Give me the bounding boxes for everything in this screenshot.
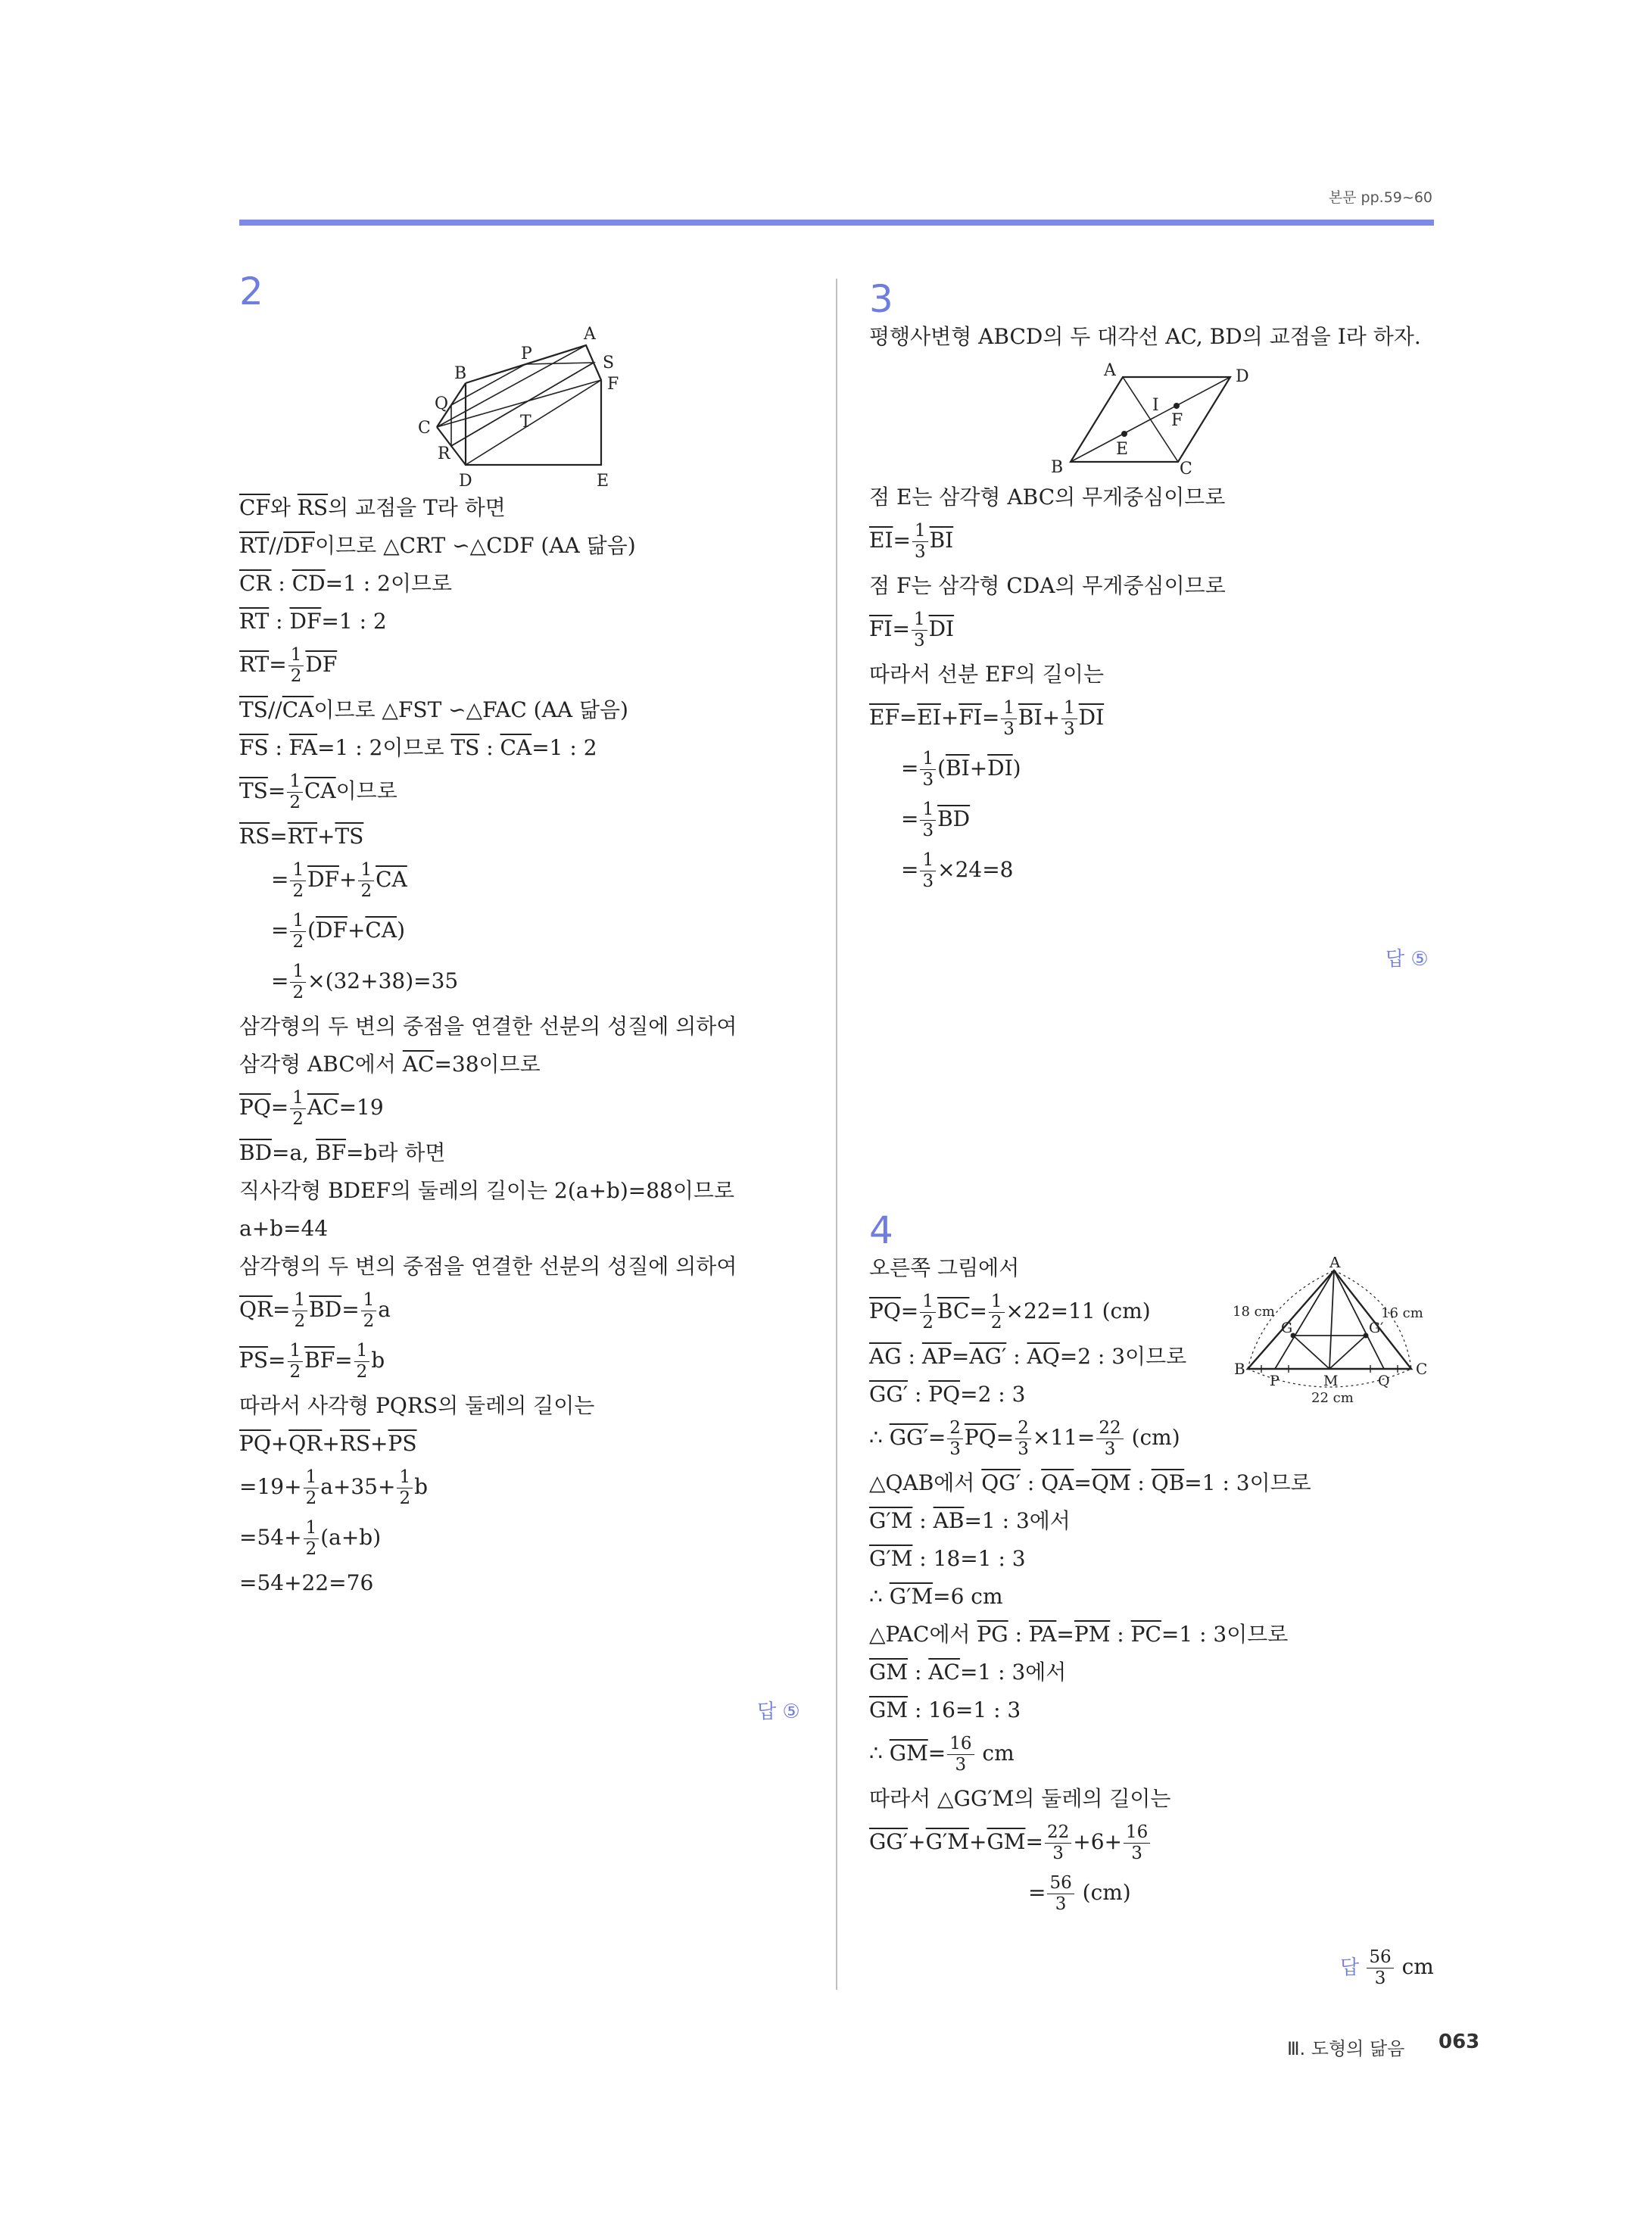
fig-label-C: C: [1416, 1360, 1428, 1378]
point-F: [1174, 403, 1180, 409]
page-number: 063: [1438, 2031, 1480, 2053]
solution-line: $\overline{TS}=$ $\frac{1}{2}$ $\overline{CA}$이므로: [239, 771, 397, 812]
solution-line: $\overline{FI}=$ $\frac{1}{3}$ $\overline{DI}$: [869, 609, 955, 650]
solution-line: $\overline{TS}//\overline{CA}$이므로 △FST ∽△FAC (AA 닮음): [239, 697, 628, 722]
solution-line: a+b=44: [239, 1216, 329, 1241]
solution-line: GG′ : $\overline{PQ}=2$ : 3: [869, 1382, 1026, 1407]
solution-line: = $\frac{56}{3}$ (cm): [1028, 1873, 1131, 1914]
solution-line: 평행사변형 ABCD의 두 대각선 AC, BD의 교점을 I라 하자.: [869, 324, 1421, 349]
fig-label-E: E: [597, 472, 609, 491]
solution-line: $\overline{PQ}=$ $\frac{1}{2}$ $\overline{AC}=19$: [239, 1088, 384, 1129]
problem-3: [869, 277, 1445, 902]
fig-label-B: B: [1051, 458, 1064, 475]
header-bar: [239, 220, 1434, 226]
problem-2: [239, 270, 800, 1608]
solution-line: $\overline{GM}$ : 16=1 : 3: [869, 1697, 1021, 1722]
fig-label-E: E: [1116, 440, 1129, 459]
solution-line: G′M : 18=1 : 3: [869, 1546, 1026, 1571]
solution-line: 오른쪽 그림에서: [869, 1255, 1020, 1280]
triangle-figure: [1227, 1257, 1438, 1408]
solution-line: $\overline{EF}=\overline{EI}+\overline{FI}=$ $\frac{1}{3}$ $\overline{BI}+$ $\frac{1}{3}$ $\overline{DI}$: [869, 698, 1105, 739]
fig-label-right-length: 16 cm: [1381, 1305, 1423, 1321]
solution-line: $\overline{RT}$ : $\overline{DF}=1$ : 2: [239, 609, 387, 634]
quadrilateral-figure: [239, 316, 800, 491]
footer-chapter: Ⅲ. 도형의 닮음: [1287, 2038, 1405, 2059]
solution-line: $\overline{QR}=$ $\frac{1}{2}$ $\overline{BD}=$ $\frac{1}{2}$ a: [239, 1290, 391, 1331]
fig-label-B: B: [454, 364, 467, 383]
problem-number: 4: [869, 1208, 893, 1252]
fig-label-F: F: [1171, 411, 1183, 430]
fig-label-T: T: [520, 413, 531, 432]
solution-line: ∴ GG′= $\frac{2}{3}$ $\overline{PQ}=$ $\frac{2}{3}$ ×11= $\frac{22}{3}$ (cm): [869, 1418, 1180, 1459]
solution-line: = $\frac{1}{2}$ ×(32+38)=35: [271, 962, 459, 1002]
solution-line: 점 F는 삼각형 CDA의 무게중심이므로: [869, 573, 1226, 598]
fig-label-Q: Q: [435, 394, 449, 413]
solution-line: 삼각형의 두 변의 중점을 연결한 선분의 성질에 의하여: [239, 1014, 737, 1039]
solution-line: $\overline{CR}$ : $\overline{CD}=1$ : 2이므로: [239, 571, 453, 596]
fig-label-D: D: [1236, 367, 1249, 386]
point-G-prime: [1364, 1333, 1369, 1339]
solution-line: $\overline{PS}=$ $\frac{1}{2}$ $\overline{BF}=$ $\frac{1}{2}$ b: [239, 1341, 385, 1382]
solution-line: $\overline{BD}=a$, $\overline{BF}=b$라 하면: [239, 1140, 446, 1165]
solution-line: ∴ $\overline{GM}=$ $\frac{16}{3}$ cm: [869, 1734, 1015, 1775]
solution-line: $\overline{FS}$ : $\overline{FA}=1$ : 2이므로 $\overline{TS}$ : $\overline{CA}=1$ : 2: [239, 735, 597, 760]
fig-label-D: D: [459, 472, 472, 491]
fig-label-left-length: 18 cm: [1233, 1304, 1275, 1320]
solution-line: 직사각형 BDEF의 둘레의 길이는 2(a+b)=88이므로: [239, 1178, 734, 1203]
fig-label-Q: Q: [1378, 1373, 1390, 1389]
fig-label-A: A: [1329, 1257, 1341, 1271]
fig-label-B: B: [1234, 1360, 1245, 1378]
solution-line: $\overline{RT}//\overline{DF}$이므로 △CRT ∽△CDF (AA 닮음): [239, 533, 636, 558]
solution-line: $\overline{EI}=$ $\frac{1}{3}$ $\overline{BI}$: [869, 521, 954, 562]
solution-line: $\overline{RT}=$ $\frac{1}{2}$ $\overline{DF}$: [239, 645, 338, 686]
solution-line: = $\frac{1}{2}$ $(\overline{DF}+\overline{CA})$: [271, 911, 405, 952]
fig-label-C: C: [418, 419, 431, 438]
solution-line: = $\frac{1}{3}$ $(\overline{BI}+\overline{DI})$: [901, 749, 1021, 790]
fig-label-S: S: [603, 354, 615, 372]
solution-line: ∴ G′M=6 cm: [869, 1584, 1003, 1609]
answer-label-2: 답 ⑤: [757, 1700, 800, 1723]
fig-label-P: P: [521, 344, 532, 363]
solution-line: $GG'+G'M+\overline{GM}=$ $\frac{22}{3}$ +6+ $\frac{16}{3}$: [869, 1824, 1445, 1862]
solution-line: =19+ $\frac{1}{2}$ a+35+ $\frac{1}{2}$ b: [239, 1467, 429, 1508]
solution-line: △QAB에서 QG′ : $\overline{QA}=\overline{QM}$ : $\overline{QB}=1$ : 3이므로: [869, 1470, 1311, 1495]
solution-line: $\overline{RS}=\overline{RT}+\overline{TS}$: [239, 824, 364, 849]
solution-line: = $\frac{1}{3}$ $\overline{BD}$: [901, 800, 971, 840]
solution-line: $\overline{GM}$ : $\overline{AC}=1$ : 3에서: [869, 1660, 1067, 1685]
fig-label-bottom-length: 22 cm: [1311, 1390, 1354, 1406]
fig-label-P: P: [1270, 1373, 1280, 1389]
column-divider: [836, 279, 837, 1990]
answer-label-3: 답 ⑤: [1385, 948, 1429, 971]
solution-line: =54+22=76: [239, 1570, 374, 1595]
fig-label-G-prime: G′: [1369, 1320, 1384, 1336]
parallelogram-figure: [869, 362, 1445, 475]
fig-label-R: R: [438, 444, 450, 463]
solution-line: 점 E는 삼각형 ABC의 무게중심이므로: [869, 485, 1226, 510]
solution-line: = $\frac{1}{3}$ ×24=8: [901, 850, 1014, 891]
fig-label-I: I: [1152, 396, 1159, 415]
solution-line: $\overline{PQ}+\overline{QR}+\overline{RS}+\overline{PS}$: [239, 1431, 417, 1456]
solution-line: = $\frac{1}{2}$ $\overline{DF}+$ $\frac{1}{2}$ $\overline{CA}$: [271, 860, 407, 901]
solution-line: $\overline{PQ}=$ $\frac{1}{2}$ $\overline{BC}=$ $\frac{1}{2}$ ×22=11 (cm): [869, 1292, 1151, 1333]
solution-line: G′M : $\overline{AB}=1$ : 3에서: [869, 1508, 1071, 1533]
problem-number: 2: [239, 270, 263, 313]
fig-label-G: G: [1281, 1320, 1293, 1336]
fig-label-C: C: [1180, 460, 1192, 475]
page-reference: 본문 pp.59~60: [1328, 189, 1432, 206]
fig-label-F: F: [607, 375, 619, 394]
answer-label-4: 답 $\frac{56}{3}$ cm: [1340, 1947, 1434, 1988]
problem-number: 3: [869, 277, 893, 321]
solution-line: 삼각형 ABC에서 $\overline{AC}=38$이므로: [239, 1052, 541, 1077]
fig-label-A: A: [584, 325, 596, 344]
solution-line: $\overline{CF}$와 $\overline{RS}$의 교점을 T라 하면: [239, 495, 506, 520]
solution-line: 따라서 선분 EF의 길이는: [869, 662, 1105, 687]
fig-label-A: A: [1104, 362, 1116, 380]
solution-line: 따라서 사각형 PQRS의 둘레의 길이는: [239, 1393, 595, 1418]
solution-line: △PAC에서 $\overline{PG}$ : $\overline{PA}=\overline{PM}$ : $\overline{PC}=1$ : 3이므로: [869, 1622, 1289, 1647]
solution-line: =54+ $\frac{1}{2}$ (a+b): [239, 1518, 382, 1559]
solution-line: 따라서 △GG′M의 둘레의 길이는: [869, 1786, 1171, 1811]
fig-label-M: M: [1323, 1373, 1339, 1389]
point-E: [1121, 431, 1127, 437]
solution-line: 삼각형의 두 변의 중점을 연결한 선분의 성질에 의하여: [239, 1254, 737, 1279]
solution-line: $\overline{AG}$ : $\overline{AP}=AG'$ : $\overline{AQ}=2$ : 3이므로: [869, 1344, 1187, 1369]
